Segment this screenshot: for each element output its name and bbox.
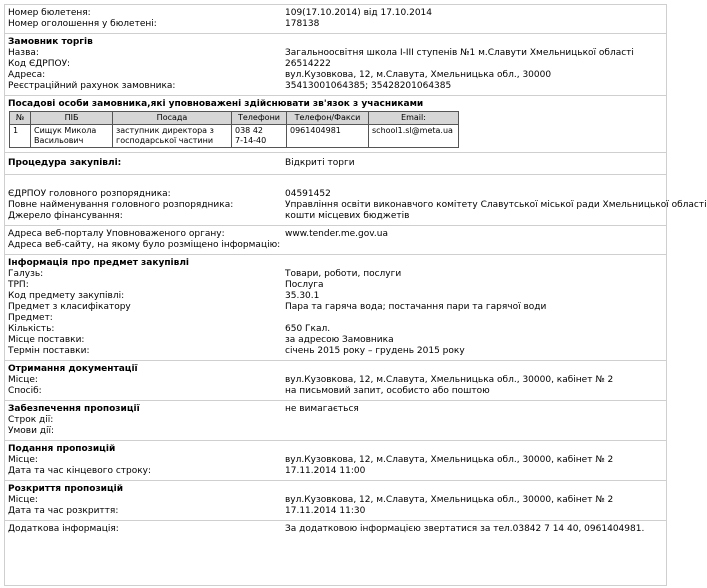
documents-header: Отримання документації xyxy=(8,364,138,374)
admin-edrpou-value: 04591452 xyxy=(285,189,331,199)
submission-place-value: вул.Кузовкова, 12, м.Славута, Хмельницька обл., 30000, кабінет № 2 xyxy=(285,455,614,465)
admin-fullname-value: Управління освіти виконавчого комітету Славутської міської ради Хмельницької області xyxy=(285,200,707,210)
officials-table-header xyxy=(10,112,459,125)
additional-section xyxy=(5,521,666,538)
additional-label: Додаткова інформація: xyxy=(8,524,119,534)
customer-account-label: Реєстраційний рахунок замовника: xyxy=(8,81,176,91)
customer-section xyxy=(5,34,666,96)
bulletin-section xyxy=(5,5,666,34)
tender-notice xyxy=(4,4,707,586)
procedure-label: Процедура закупівлі: xyxy=(8,158,122,168)
delivery-term-value: січень 2015 року – грудень 2015 року xyxy=(285,346,465,356)
submission-place-label: Місце: xyxy=(8,455,38,465)
customer-header: Замовник торгів xyxy=(8,37,93,47)
col-number: № xyxy=(10,112,31,125)
submission-deadline-value: 17.11.2014 11:00 xyxy=(285,466,366,476)
quantity-value: 650 Гкал. xyxy=(285,324,331,334)
officials-table xyxy=(9,111,459,148)
delivery-place-value: за адресою Замовника xyxy=(285,335,394,345)
opening-datetime-value: 17.11.2014 11:30 xyxy=(285,506,366,516)
opening-section xyxy=(5,481,666,521)
procedure-section xyxy=(5,153,666,175)
opening-place-label: Місце: xyxy=(8,495,38,505)
official-position-line2: господарської частини xyxy=(116,136,214,145)
official-num: 1 xyxy=(10,125,31,148)
col-name: ПІБ xyxy=(31,112,113,125)
official-position xyxy=(113,125,232,148)
customer-edrpou-value: 26514222 xyxy=(285,59,331,69)
security-term-label: Строк дії: xyxy=(8,415,54,425)
opening-header: Розкриття пропозицій xyxy=(8,484,124,494)
authority-portal-label: Адреса веб-порталу Уповноваженого органу: xyxy=(8,229,225,239)
item-label: Предмет: xyxy=(8,313,53,323)
opening-datetime-label: Дата та час розкриття: xyxy=(8,506,119,516)
subject-section xyxy=(5,255,666,361)
admin-fullname-label: Повне найменування головного розпорядника: xyxy=(8,200,234,210)
official-position-line1: заступник директора з xyxy=(116,126,214,135)
portal-section xyxy=(5,226,666,255)
bulletin-number-row xyxy=(8,8,662,19)
security-header: Забезпечення пропозиції xyxy=(8,404,140,414)
customer-name-value: Загальноосвітня школа І-ІІІ ступенів №1 м.Славути Хмельницької області xyxy=(285,48,634,58)
documents-section xyxy=(5,361,666,401)
documents-method-value: на письмовий запит, особисто або поштою xyxy=(285,386,490,396)
funding-value: кошти місцевих бюджетів xyxy=(285,211,410,221)
trp-label: ТРП: xyxy=(8,280,29,290)
notice-number-label: Номер оголошення у бюлетені: xyxy=(8,19,157,29)
officials-header: Посадові особи замовника,які уповноважені здійснювати зв'язок з учасниками xyxy=(8,99,424,109)
official-fax: 0961404981 xyxy=(287,125,369,148)
administrator-section xyxy=(5,175,707,226)
official-phones-line2: 7-14-40 xyxy=(235,136,267,145)
col-position: Посада xyxy=(113,112,232,125)
customer-name-label: Назва: xyxy=(8,48,39,58)
subject-header: Інформація про предмет закупівлі xyxy=(8,258,189,268)
classifier-value: Пара та гаряча вода; постачання пари та гарячої води xyxy=(285,302,547,312)
opening-place-value: вул.Кузовкова, 12, м.Славута, Хмельницька обл., 30000, кабінет № 2 xyxy=(285,495,614,505)
col-email: Email: xyxy=(369,112,459,125)
procedure-value: Відкриті торги xyxy=(285,158,355,168)
documents-method-label: Спосіб: xyxy=(8,386,42,396)
bulletin-number-value: 109(17.10.2014) від 17.10.2014 xyxy=(285,8,433,18)
documents-place-label: Місце: xyxy=(8,375,38,385)
authority-portal-link[interactable]: www.tender.me.gov.ua xyxy=(285,229,388,239)
notice-number-value: 178138 xyxy=(285,19,320,29)
submission-section xyxy=(5,441,666,481)
official-name-line1: Сищук Микола xyxy=(34,126,97,135)
official-name-line2: Васильович xyxy=(34,136,84,145)
submission-deadline-label: Дата та час кінцевого строку: xyxy=(8,466,152,476)
classifier-label: Предмет з класифікатору xyxy=(8,302,131,312)
industry-value: Товари, роботи, послуги xyxy=(285,269,402,279)
security-conditions-label: Умови дії: xyxy=(8,426,55,436)
official-name xyxy=(31,125,113,148)
publication-site-value xyxy=(285,240,662,251)
quantity-label: Кількість: xyxy=(8,324,55,334)
documents-place-value: вул.Кузовкова, 12, м.Славута, Хмельницька обл., 30000, кабінет № 2 xyxy=(285,375,614,385)
officials-section xyxy=(5,96,666,153)
customer-address-value: вул.Кузовкова, 12, м.Славута, Хмельницька обл., 30000 xyxy=(285,70,552,80)
customer-address-label: Адреса: xyxy=(8,70,46,80)
notice-number-row xyxy=(8,19,662,30)
publication-site-label: Адреса веб-сайту, на якому було розміщено інформацію: xyxy=(8,240,281,250)
official-phones-line1: 038 42 xyxy=(235,126,263,135)
subject-code-label: Код предмету закупівлі: xyxy=(8,291,125,301)
delivery-place-label: Місце поставки: xyxy=(8,335,85,345)
trp-value: Послуга xyxy=(285,280,324,290)
col-phones: Телефони xyxy=(232,112,287,125)
admin-edrpou-label: ЄДРПОУ головного розпорядника: xyxy=(8,189,171,199)
additional-value: За додатковою інформацією звертатися за тел.03842 7 14 40, 0961404981. xyxy=(285,524,645,534)
subject-code-value: 35.30.1 xyxy=(285,291,320,301)
customer-edrpou-label: Код ЄДРПОУ: xyxy=(8,59,71,69)
security-value: не вимагається xyxy=(285,404,359,414)
customer-account-value: 35413001064385; 35428201064385 xyxy=(285,81,452,91)
official-phones xyxy=(232,125,287,148)
security-section xyxy=(5,401,666,441)
item-value xyxy=(285,313,662,324)
table-row xyxy=(10,125,459,148)
official-email[interactable]: school1.sl@meta.ua xyxy=(369,125,459,148)
delivery-term-label: Термін поставки: xyxy=(8,346,90,356)
industry-label: Галузь: xyxy=(8,269,44,279)
submission-header: Подання пропозицій xyxy=(8,444,116,454)
col-fax: Телефон/Факси xyxy=(287,112,369,125)
bulletin-number-label: Номер бюлетеня: xyxy=(8,8,91,18)
funding-label: Джерело фінансування: xyxy=(8,211,123,221)
